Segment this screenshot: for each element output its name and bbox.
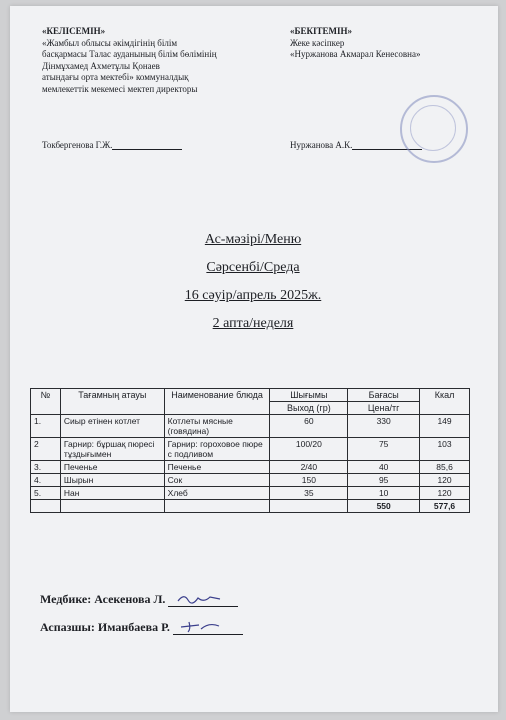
right-header-line: Жеке кәсіпкер <box>290 37 345 48</box>
left-signature <box>42 140 182 150</box>
cell-kcal: 149 <box>420 415 470 438</box>
menu-table <box>30 388 470 513</box>
cell-yield: 150 <box>270 474 348 487</box>
table-row <box>31 474 470 487</box>
cell-name-ru: Гарнир: гороховое пюре с подливом <box>164 438 270 461</box>
menu-titles <box>0 232 506 344</box>
cell-no: 1. <box>31 415 61 438</box>
total-empty <box>270 500 348 513</box>
table-row <box>31 487 470 500</box>
table-header-row <box>31 389 470 402</box>
header-yield-ru: Выход (гр) <box>270 402 348 415</box>
header-price-kz: Бағасы <box>348 389 420 402</box>
cell-name-kz: Нан <box>60 487 164 500</box>
total-empty <box>164 500 270 513</box>
cell-price: 95 <box>348 474 420 487</box>
left-header-title: «КЕЛІСЕМІН» <box>42 26 106 36</box>
cell-price: 75 <box>348 438 420 461</box>
cell-name-kz: Гарнир: бұршақ пюресі тұздығымен <box>60 438 164 461</box>
week-title: 2 апта/неделя <box>212 316 294 331</box>
cell-price: 40 <box>348 461 420 474</box>
cook-signature <box>40 620 243 635</box>
cell-price: 10 <box>348 487 420 500</box>
left-header-line: Дінмұхамед Ахметұлы Қонаев <box>42 60 160 71</box>
signature-line <box>112 149 182 150</box>
signature-scribble-icon <box>179 619 229 633</box>
cell-no: 3. <box>31 461 61 474</box>
total-kcal: 577,6 <box>420 500 470 513</box>
total-price: 550 <box>348 500 420 513</box>
nurse-label: Медбике: Асекенова Л. <box>40 592 166 606</box>
header-price-ru: Цена/тг <box>348 402 420 415</box>
cell-no: 2 <box>31 438 61 461</box>
left-signer-name: Токбергенова Г.Ж. <box>42 140 113 150</box>
approval-block-left <box>42 26 272 95</box>
menu-title: Ас-мәзірі/Меню <box>204 232 302 247</box>
cell-kcal: 120 <box>420 487 470 500</box>
cell-yield: 35 <box>270 487 348 500</box>
signature-scribble-icon <box>174 591 224 605</box>
header-name-kz: Тағамның атауы <box>60 389 164 415</box>
cell-price: 330 <box>348 415 420 438</box>
cell-no: 5. <box>31 487 61 500</box>
cell-yield: 2/40 <box>270 461 348 474</box>
date-title: 16 сәуір/апрель 2025ж. <box>184 288 322 303</box>
cell-kcal: 103 <box>420 438 470 461</box>
cell-no: 4. <box>31 474 61 487</box>
table-row <box>31 415 470 438</box>
cell-yield: 60 <box>270 415 348 438</box>
cook-label: Аспазшы: Иманбаева Р. <box>40 620 170 634</box>
cell-name-kz: Сиыр етінен котлет <box>60 415 164 438</box>
nurse-signature <box>40 592 238 607</box>
cell-name-kz: Печенье <box>60 461 164 474</box>
left-header-line: мемлекеттік мекемесі мектеп директоры <box>42 83 198 94</box>
header-yield-kz: Шығымы <box>270 389 348 402</box>
day-title: Сәрсенбі/Среда <box>206 260 300 275</box>
right-signer-name: Нуржанова А.К. <box>290 140 353 150</box>
right-header-title: «БЕКІТЕМІН» <box>290 26 352 36</box>
cell-kcal: 120 <box>420 474 470 487</box>
left-header-line: «Жамбыл облысы әкімдігінің білім <box>42 37 178 48</box>
total-row <box>31 500 470 513</box>
table-row <box>31 461 470 474</box>
cell-name-ru: Печенье <box>164 461 270 474</box>
cell-name-kz: Шырын <box>60 474 164 487</box>
header-no: № <box>31 389 61 415</box>
header-name-ru: Наименование блюда <box>164 389 270 415</box>
left-header-line: басқармасы Талас ауданының білім бөлімінің <box>42 49 217 59</box>
total-empty <box>60 500 164 513</box>
table-row <box>31 438 470 461</box>
cell-name-ru: Сок <box>164 474 270 487</box>
cell-kcal: 85,6 <box>420 461 470 474</box>
cell-name-ru: Котлеты мясные (говядина) <box>164 415 270 438</box>
cell-name-ru: Хлеб <box>164 487 270 500</box>
header-kcal: Ккал <box>420 389 470 415</box>
left-header-line: атындағы орта мектебі» коммуналдық <box>42 72 189 82</box>
total-empty <box>31 500 61 513</box>
signature-line <box>173 634 243 635</box>
signature-line <box>168 606 238 607</box>
cell-yield: 100/20 <box>270 438 348 461</box>
approval-block-right <box>290 26 470 61</box>
stamp-seal <box>400 95 468 163</box>
right-header-line: «Нуржанова Акмарал Кенесовна» <box>290 49 421 59</box>
